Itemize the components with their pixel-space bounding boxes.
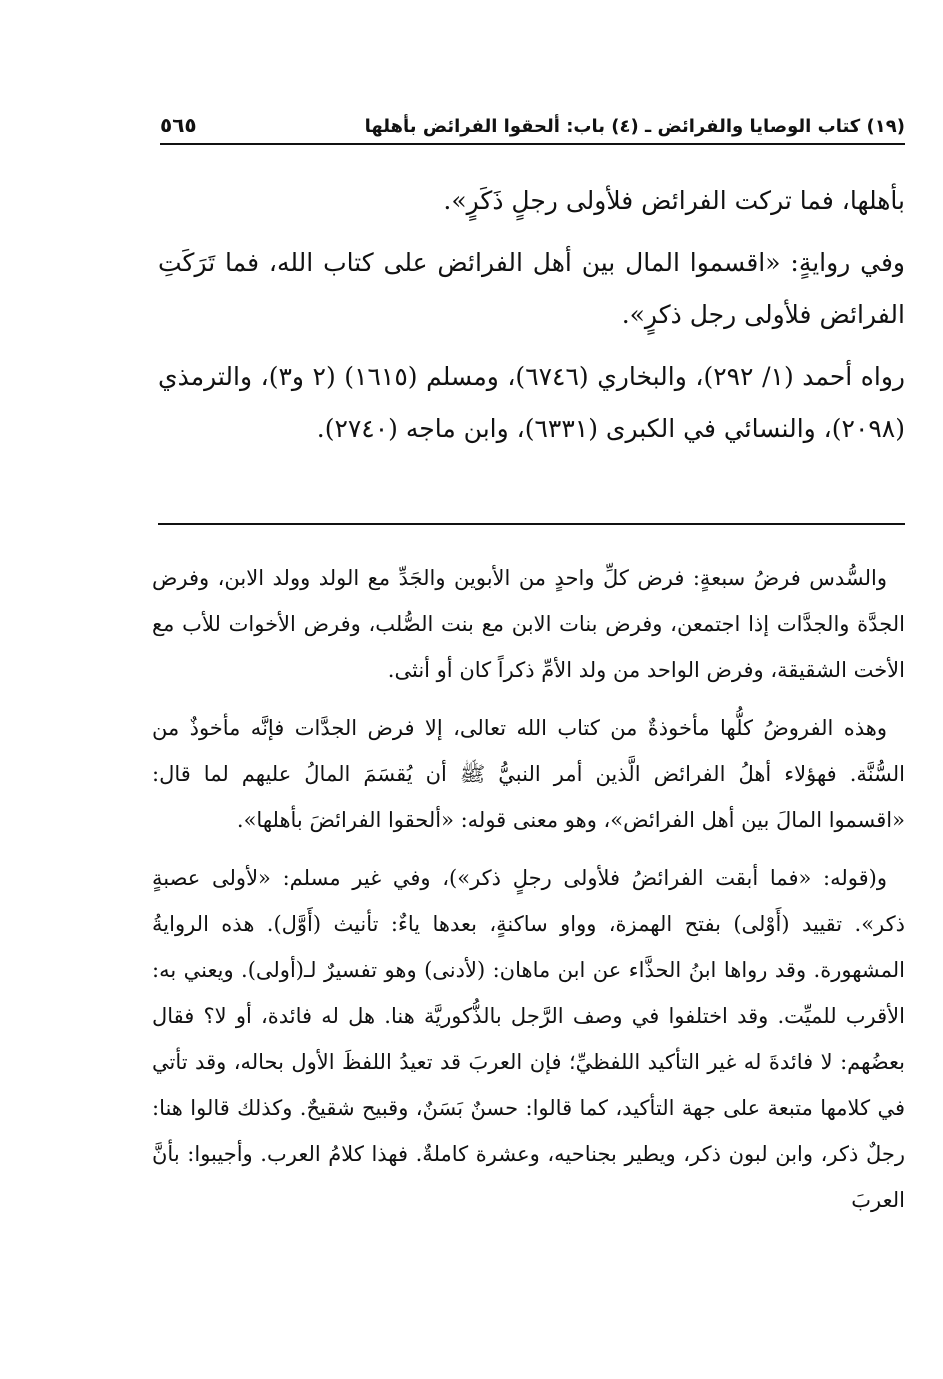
commentary-text bbox=[152, 555, 905, 1235]
section-divider bbox=[158, 523, 905, 525]
header-title: (١٩) كتاب الوصايا والفرائض ـ (٤) باب: ألحقوا الفرائض بأهلها bbox=[364, 116, 905, 137]
commentary-paragraph: وهذه الفروضُ كلُّها مأخوذةٌ من كتاب الله تعالى، إلا فرض الجدَّات فإنَّه مأخوذٌ من السُّنَّة. فهؤلاء أهلُ الفرائض الَّذين أمر النبيُّ ﷺ أن يُقسَمَ المالُ عليهم لما قال: «اقسموا المالَ بين أهل الفرائض»، وهو معنى قوله: «ألحقوا الفرائضَ بأهلها». bbox=[152, 716, 905, 832]
running-header bbox=[160, 103, 905, 145]
hadith-text bbox=[158, 175, 905, 465]
commentary-paragraph: و(قوله: «فما أبقت الفرائضُ فلأولى رجلٍ ذكر»)، وفي غير مسلم: «لأولى عصبةٍ ذكر». تقييد (أَوْلى) بفتح الهمزة، وواو ساكنةٍ، بعدها ياءٌ: تأنيث (أَوَّل). هذه الروايةُ المشهورة. وقد رواها ابنُ الحذَّاء عن ابن ماهان: (لأدنى) وهو تفسيرٌ لـ(أولى). ويعني به: الأقرب للميِّت. وقد اختلفوا في وصف الرَّجل بالذُّكوريَّة هنا. هل له فائدة، أو لا؟ فقال بعضُهم: لا فائدةَ له غير التأكيد اللفظيِّ؛ فإن العربَ قد تعيدُ اللفظَ الأول بحاله، وقد تأتي في كلامها متبعة على جهة التأكيد، كما قالوا: حسنٌ بَسَنٌ، وقبيح شقيحٌ. وكذلك قالوا هنا: رجلٌ ذكر، وابن لبون ذكر، ويطير بجناحيه، وعشرة كاملةٌ. فهذا كلامُ العرب. وأجيبوا: بأنَّ العربَ bbox=[152, 866, 905, 1212]
page-number: ٥٦٥ bbox=[160, 113, 197, 137]
commentary-paragraph: والسُّدس فرضُ سبعةٍ: فرض كلِّ واحدٍ من الأبوين والجَدِّ مع الولد وولد الابن، وفرض الجدَّة والجدَّات إذا اجتمعن، وفرض بنات الابن مع بنت الصُّلب، وفرض الأخوات للأب مع الأخت الشقيقة، وفرض الواحد من ولد الأمِّ ذكراً كان أو أنثى. bbox=[152, 566, 905, 682]
hadith-paragraph: بأهلها، فما تركت الفرائض فلأولى رجلٍ ذَكَرٍ». bbox=[443, 186, 905, 215]
hadith-paragraph: وفي روايةٍ: «اقسموا المال بين أهل الفرائض على كتاب الله، فما تَرَكَتِ الفرائض فلأولى رجل ذكرٍ». bbox=[158, 248, 905, 329]
hadith-citation: رواه أحمد (١/ ٢٩٢)، والبخاري (٦٧٤٦)، ومسلم (١٦١٥) (٢ و٣)، والترمذي (٢٠٩٨)، والنسائي في الكبرى (٦٣٣١)، وابن ماجه (٢٧٤٠). bbox=[158, 362, 905, 443]
